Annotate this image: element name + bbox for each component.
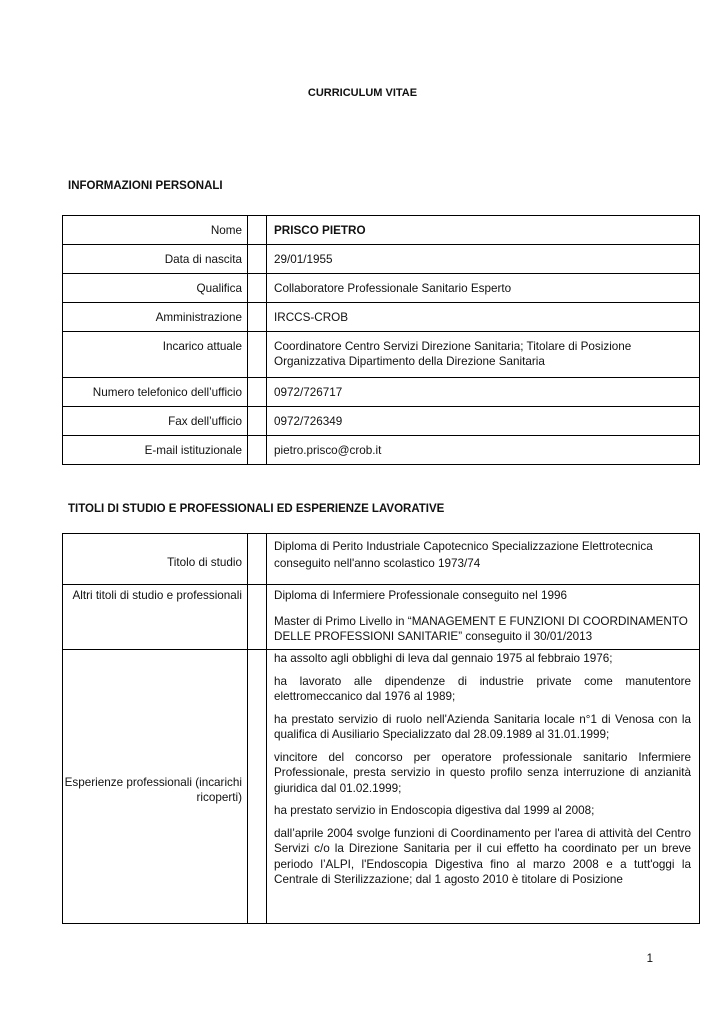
list-item: Master di Primo Livello in “MANAGEMENT E FUNZIONI DI COORDINAMENTO DELLE PROFESSIONI SANITARIE” conseguito il 30/01/2013 <box>274 614 688 643</box>
list-item: vincitore del concorso per operatore professionale sanitario Infermiere Professionale, presta servizio in questo profilo senza interruzione di anzianità giuridica dal 01.02.1999; <box>274 750 691 795</box>
personal-info-heading: INFORMAZIONI PERSONALI <box>68 180 223 192</box>
row-value-office-phone: 0972/726717 <box>267 378 700 407</box>
page-number: 1 <box>646 953 653 965</box>
list-item: ha prestato servizio di ruolo nell'Azienda Sanitaria locale n°1 di Venosa con la qualifica di Ausiliario Specializzato dal 28.09.1989 al 31.01.1999; <box>274 712 691 741</box>
list-item: Diploma di Infermiere Professionale conseguito nel 1996 <box>274 589 568 602</box>
table-row <box>63 303 700 332</box>
table-row <box>63 407 700 436</box>
row-value-qualification: Collaboratore Professionale Sanitario Esperto <box>267 274 700 303</box>
list-item: dall’aprile 2004 svolge funzioni di Coordinamento per l'area di attività del Centro Servizi c/o la Direzione Sanitaria per il cui effetto ha coordinato per un breve periodo l’ALPI, l'Endoscopia Digestiva fino al marzo 2008 e a tutt'oggi la Centrale di Sterilizzazione; dal 1 agosto 2010 è titolare di Posizione <box>274 826 691 886</box>
row-label-other-titles: Altri titoli di studio e professionali <box>63 585 248 650</box>
document-title: CURRICULUM VITAE <box>307 87 418 99</box>
row-label-birthdate: Data di nascita <box>63 245 248 274</box>
row-label-experience: Esperienze professionali (incarichi ricoperti) <box>63 650 248 924</box>
personal-info-table <box>62 215 700 465</box>
row-value-birthdate: 29/01/1955 <box>267 245 700 274</box>
row-value-email: pietro.prisco@crob.it <box>267 436 700 465</box>
row-label-office-fax: Fax dell’ufficio <box>63 407 248 436</box>
row-value-study-title: Diploma di Perito Industriale Capotecnico Specializzazione Elettrotecnica conseguito nell'anno scolastico 1973/74 <box>267 534 700 585</box>
list-item: ha lavorato alle dipendenze di industrie private come manutentore elettromeccanico dal 1976 al 1989; <box>274 674 691 703</box>
row-label-email: E-mail istituzionale <box>63 436 248 465</box>
table-row <box>63 378 700 407</box>
row-value-current-role: Coordinatore Centro Servizi Direzione Sanitaria; Titolare di Posizione Organizzativa Dipartimento della Direzione Sanitaria <box>267 332 700 378</box>
list-item: ha prestato servizio in Endoscopia digestiva dal 1999 al 2008; <box>274 804 595 817</box>
row-value-name: PRISCO PIETRO <box>267 216 700 245</box>
row-label-qualification: Qualifica <box>63 274 248 303</box>
table-row <box>63 332 700 378</box>
table-row <box>63 534 700 585</box>
list-item: ha assolto agli obblighi di leva dal gennaio 1975 al febbraio 1976; <box>274 652 613 665</box>
row-label-study-title: Titolo di studio <box>63 534 248 585</box>
row-label-name: Nome <box>63 216 248 245</box>
row-value-office-fax: 0972/726349 <box>267 407 700 436</box>
titles-heading: TITOLI DI STUDIO E PROFESSIONALI ED ESPERIENZE LAVORATIVE <box>68 503 445 515</box>
table-row <box>63 436 700 465</box>
table-row <box>63 245 700 274</box>
titles-table <box>62 533 700 924</box>
table-row <box>63 585 700 650</box>
table-row <box>63 216 700 245</box>
row-value-administration: IRCCS-CROB <box>267 303 700 332</box>
row-label-administration: Amministrazione <box>63 303 248 332</box>
row-label-current-role: Incarico attuale <box>63 332 248 378</box>
row-label-office-phone: Numero telefonico dell’ufficio <box>63 378 248 407</box>
table-row <box>63 274 700 303</box>
table-row <box>63 650 700 924</box>
